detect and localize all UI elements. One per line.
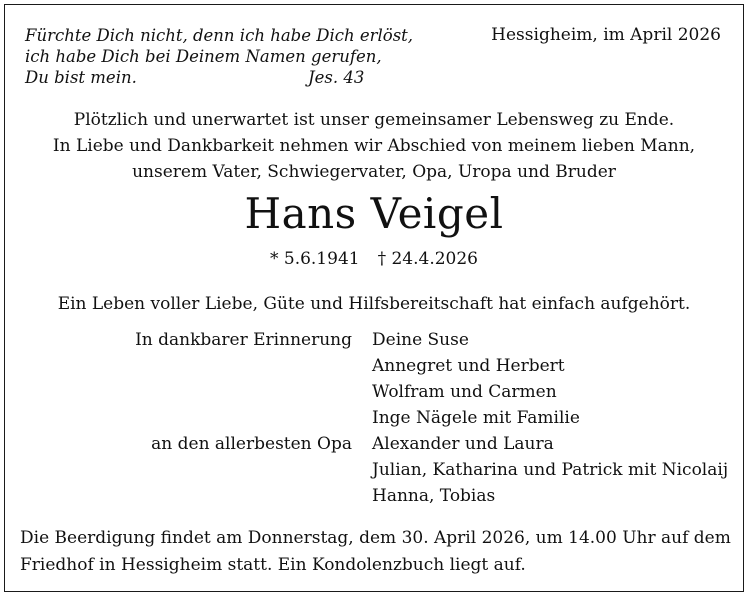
funeral-line-1: Die Beerdigung findet am Donnerstag, dem 30. April 2026, um 14.00 Uhr auf dem (20, 528, 731, 548)
mourner-group (5, 431, 745, 509)
mourner-names (372, 327, 745, 431)
verse-line-1: Fürchte Dich nicht, denn ich habe Dich erlöst, (25, 26, 414, 45)
mourner-name: Annegret und Herbert (372, 356, 565, 376)
intro-line-2: In Liebe und Dankbarkeit nehmen wir Abschied von meinem lieben Mann, (52, 136, 696, 156)
funeral-info (20, 525, 731, 579)
verse-reference: Jes. 43 (308, 68, 365, 87)
intro-text (5, 107, 743, 185)
intro-line-1: Plötzlich und unerwartet ist unser gemeinsamer Lebensweg zu Ende. (73, 110, 675, 130)
obituary-notice (4, 4, 744, 592)
birth-date: * 5.6.1941 (269, 249, 360, 269)
mourner-name: Hanna, Tobias (372, 486, 496, 506)
mourner-name: Deine Suse (372, 330, 469, 350)
funeral-line-2: Friedhof in Hessigheim statt. Ein Kondolenzbuch liegt auf. (20, 555, 526, 575)
mourner-names (372, 431, 745, 509)
life-statement: Ein Leben voller Liebe, Güte und Hilfsbereitschaft hat einfach aufgehört. (57, 294, 691, 314)
verse-line-3-wrap (25, 67, 395, 88)
intro-line-3: unserem Vater, Schwiegervater, Opa, Uropa und Bruder (132, 162, 616, 182)
life-dates (5, 248, 743, 270)
mourner-group-label: In dankbarer Erinnerung (135, 330, 352, 350)
mourner-name: Inge Nägele mit Familie (372, 408, 580, 428)
mourner-name: Wolfram und Carmen (372, 382, 557, 402)
verse-line-3: Du bist mein. (25, 68, 137, 87)
mourner-name: Julian, Katharina und Patrick mit Nicolaij (372, 460, 729, 480)
deceased-name: Hans Veigel (244, 189, 504, 238)
verse-line-2: ich habe Dich bei Deinem Namen gerufen, (25, 47, 382, 66)
bible-verse (25, 25, 414, 88)
place-date: Hessigheim, im April 2026 (491, 25, 721, 45)
mourners-list (5, 327, 745, 509)
mourner-group (5, 327, 745, 431)
mourner-name: Alexander und Laura (372, 434, 554, 454)
mourner-group-label: an den allerbesten Opa (151, 434, 352, 454)
death-date: † 24.4.2026 (377, 249, 479, 269)
